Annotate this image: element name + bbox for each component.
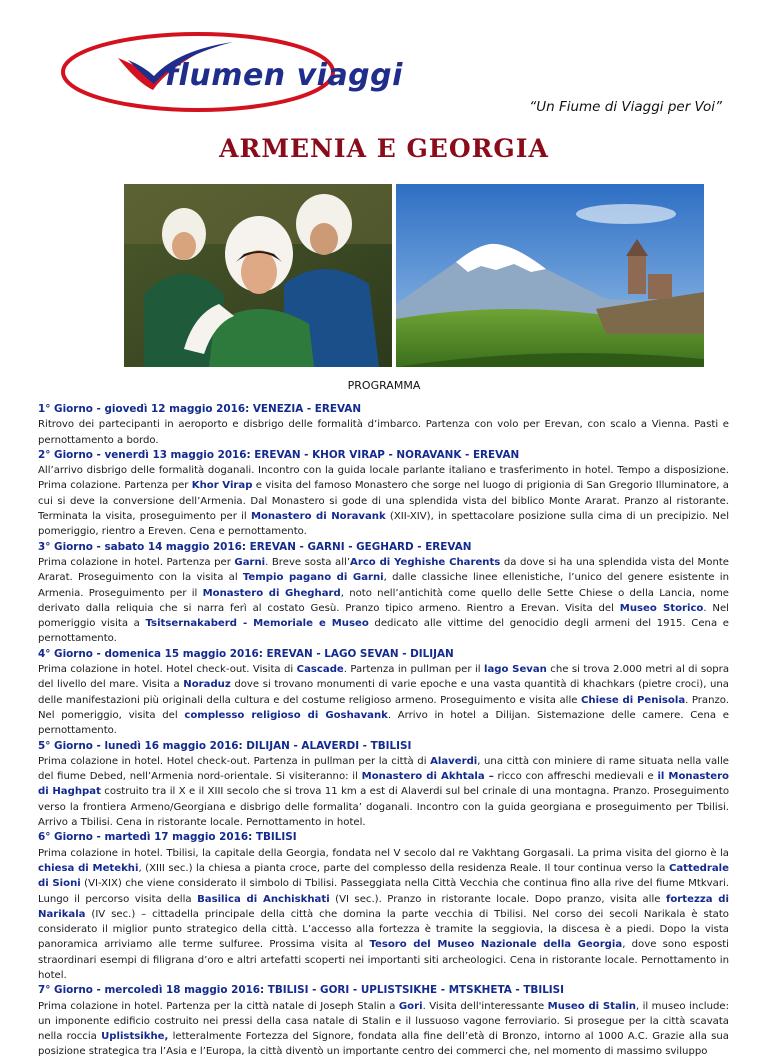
day-description — [38, 555, 729, 647]
description-text: (XII-XIV), in spettacolare posizione sulla cima di un precipizio. Nel pomeriggio, rientro a Ereven. Cena e pernottamento. — [38, 511, 729, 538]
highlighted-place: Arco di Yeghishe Charents — [350, 556, 501, 568]
brand-name: flumen viaggi — [165, 58, 403, 93]
description-text: (VI-XIX) che viene considerato il simbolo di Tbilisi. Passeggiata nella Città Vecchia che continua fino alla rive del fiume Mtkvari. Lungo il percorso visita della — [38, 878, 729, 905]
description-text: . Pranzo. Nel pomeriggio, visita del — [38, 694, 729, 721]
description-text: Ritrovo dei partecipanti in aeroporto e disbrigo delle formalità d’imbarco. Partenza con volo per Erevan, con scalo a Vienna. Pasti e pernottamento a bordo. — [38, 419, 729, 446]
highlighted-place: Noraduz — [183, 679, 231, 691]
description-text: che si trova 2.000 metri al di sopra del livello del mare. Visita a — [38, 664, 730, 691]
description-text: , una città con miniere di rame situata nella valle del fiume Debed, nell’Armenia nord-orientale. Si visiteranno: il — [38, 755, 729, 783]
day-title: 6° Giorno - martedì 17 maggio 2016: TBILISI — [38, 831, 297, 844]
description-text: ricco con affreschi medievali e — [493, 771, 658, 783]
highlighted-place: Tempio pagano di Garni — [242, 572, 384, 584]
highlighted-place: Chiese di Penisola — [580, 694, 686, 706]
highlighted-place: Basilica di Anchiskhati — [197, 893, 330, 905]
description-text: letteralmente Fortezza del Signore, fondata alla fine dell’età di Bronzo, intorno al 1000 A.C. Grazie alla sua posizione strategica tra l’Asia e l’Europa, la città diventò un importante centro dei commerci che, nel momento di massimo sviluppo — [38, 1031, 729, 1058]
women-in-traditional-armenian-dress-photo — [124, 184, 392, 367]
day-title: 2° Giorno - venerdì 13 maggio 2016: EREVAN - KHOR VIRAP - NORAVANK - EREVAN — [38, 448, 520, 461]
highlighted-place: Museo di Stalin — [547, 1000, 636, 1012]
tagline: “Un Fiume di Viaggi per Voi” — [529, 99, 722, 115]
day-description — [38, 417, 729, 448]
day-title: 3° Giorno - sabato 14 maggio 2016: EREVAN - GARNI - GEGHARD - EREVAN — [38, 540, 472, 553]
highlighted-place: Monastero di Noravank — [250, 511, 386, 523]
description-text: , il museo include: un imponente edificio costruito nei pressi della casa natale di Stalin e il lussuoso vagone ferroviario. Si prosegue per la città scavata nella roccia — [38, 1000, 729, 1043]
highlighted-place: Cattedrale di Sioni — [38, 862, 729, 890]
highlighted-place: Monastero di Akhtala – — [361, 771, 494, 783]
description-text: Prima colazione in hotel. Hotel check-out. Visita di — [38, 664, 297, 676]
description-text: (IV sec.) – cittadella principale della città che domina la parte vecchia di Tbilisi. Nel corso dei secoli Narikala è stato considerato il miglior punto strategico della città. L’accesso alla fortezza è tramite la seggiovia, la discesa è a piedi. Dopo la vista panoramica arriviamo alle terme sulfuree. Prossima visita al — [38, 908, 729, 951]
itinerary — [38, 402, 729, 1060]
highlighted-place: Cascade — [296, 664, 344, 676]
day-title: 4° Giorno - domenica 15 maggio 2016: EREVAN - LAGO SEVAN - DILIJAN — [38, 647, 454, 660]
highlighted-place: complesso religioso di Goshavank — [184, 709, 388, 721]
highlighted-place: il Monastero di Haghpat — [38, 771, 729, 798]
day-title: 1° Giorno - giovedì 12 maggio 2016: VENEZIA - EREVAN — [38, 403, 362, 415]
highlighted-place: chiesa di Metekhi — [38, 862, 139, 874]
description-text: . Nel pomeriggio visita a — [38, 602, 729, 630]
day-title: 5° Giorno - lunedì 16 maggio 2016: DILIJAN - ALAVERDI - TBILISI — [38, 739, 412, 752]
highlighted-place: Uplistsikhe, — [101, 1031, 169, 1043]
description-text: , dalle classiche linee ellenistiche, l’unico del genere esistente in Armenia. Proseguimento per il — [38, 572, 729, 599]
highlighted-place: lago Sevan — [484, 664, 547, 676]
mount-ararat-monastery-photo — [396, 184, 704, 367]
highlighted-place: Khor Virap — [191, 480, 253, 492]
highlighted-place: fortezza di Narikala — [38, 893, 729, 920]
description-text: , (XIII sec.) la chiesa a pianta croce, parte del complesso della residenza Reale. Il tour continua verso la — [138, 862, 669, 874]
day-description — [38, 463, 729, 539]
highlighted-place: Tsitsernakaberd - Memoriale e Museo — [145, 618, 369, 630]
description-text: , dove sono esposti straordinari esempi di filigrana d’oro e altri artefatti scoperti nei importanti siti archeologici. Cena in ristorante locale. Pernottamento in hotel. — [38, 939, 729, 981]
description-text: Prima colazione in hotel. Partenza per la città natale di Joseph Stalin a — [38, 1000, 399, 1012]
description-text: . Breve sosta all’ — [265, 556, 351, 568]
description-text: , noto nell’antichità come quello delle Sette Chiese o della Lancia, nome derivato dalla reliquia che si narra ferì al costato Gesù. Pranzo tipico armeno. Rientro a Erevan. Visita del — [38, 587, 730, 614]
highlighted-place: Museo Storico — [619, 602, 704, 614]
day-description — [38, 999, 729, 1060]
description-text: da dove si ha una splendida vista del Monte Ararat. Proseguimento con la visita al — [38, 556, 730, 584]
description-text: Prima colazione in hotel. Hotel check-out. Partenza in pullman per la città di — [38, 755, 431, 767]
highlighted-place: Alaverdi — [430, 755, 478, 767]
highlighted-place: Tesoro del Museo Nazionale della Georgia — [369, 939, 623, 951]
day-title: 7° Giorno - mercoledì 18 maggio 2016: TBILISI - GORI - UPLISTSIKHE - MTSKHETA - TBILISI — [38, 984, 565, 997]
description-text: dedicato alle vittime del genocidio degli armeni del 1915. Cena e pernottamento. — [38, 618, 729, 645]
description-text: dove si trovano monumenti di varie epoche e una vasta quantità di khachkars (pietre croci), una delle manifestazioni più originali della cultura e del costume religioso armeno. Proseguimento e visita alle — [38, 679, 729, 706]
highlighted-place: Monastero di Gheghard — [202, 587, 341, 599]
day-description — [38, 662, 729, 738]
highlighted-place: Gori — [398, 1000, 423, 1012]
description-text: (VI sec.). Pranzo in ristorante locale. Dopo pranzo, visita alle — [329, 893, 666, 905]
description-text: All’arrivo disbrigo delle formalità doganali. Incontro con la guida locale parlante italiano e trasferimento in hotel. Tempo a disposizione. Prima colazione. Partenza per — [38, 465, 729, 492]
page-title: ARMENIA E GEORGIA — [219, 134, 549, 163]
programma-heading: PROGRAMMA — [347, 379, 421, 392]
description-text: Prima colazione in hotel. Partenza per — [38, 556, 235, 568]
description-text: . Visita dell'interessante — [422, 1000, 548, 1012]
day-description — [38, 846, 729, 984]
description-text: costruito tra il X e il XIII secolo che si trova 11 km a est di Alaverdi sul bel crinale di una montagna. Pranzo. Proseguimento verso la frontiera Armeno/Georgiana e disbrigo delle formalita’ doganali. Incontro con la guida georgiana e proseguimento per Tbilisi. Arrivo a Tbilisi. Cena in ristorante locale. Pernottamento in hotel. — [38, 786, 730, 829]
description-text: . Arrivo in hotel a Dilijan. Sistemazione delle camere. Cena e pernottamento. — [38, 709, 729, 737]
description-text: Prima colazione in hotel. Tbilisi, la capitale della Georgia, fondata nel V secolo dal re Vakhtang Gorgasali. La prima visita del giorno è la — [38, 847, 729, 859]
day-description — [38, 754, 729, 830]
description-text: e visita del famoso Monastero che sorge nel luogo di prigionia di San Gregorio Illuminatore, a cui si deve la conversione dell’Armenia. Dal Monastero si gode di una splendida vista del biblico Monte Ararat. Pranzo al ristorante. Terminata la visita, proseguimento per il — [38, 480, 729, 523]
description-text: . Partenza in pullman per il — [343, 664, 484, 676]
highlighted-place: Garni — [234, 556, 266, 568]
